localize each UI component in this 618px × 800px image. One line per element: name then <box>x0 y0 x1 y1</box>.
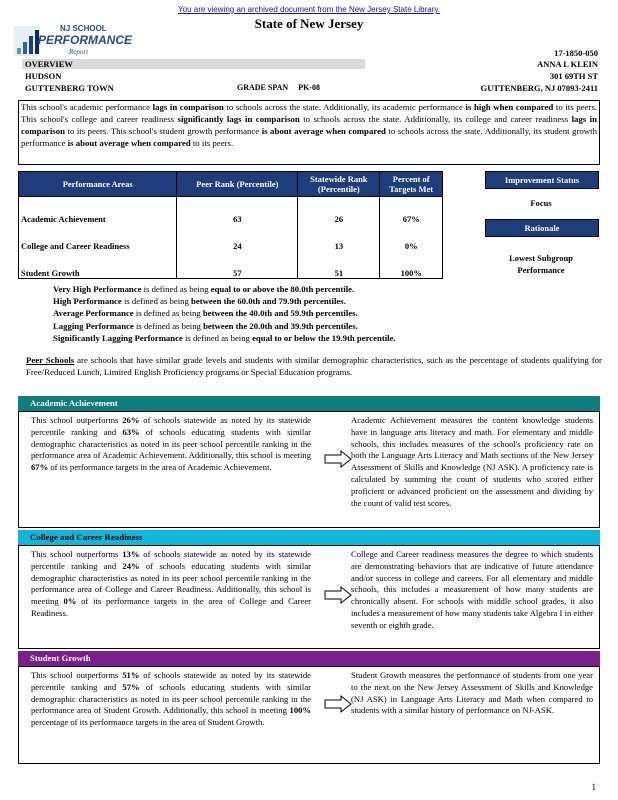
grade-span-value: PK-08 <box>298 83 320 92</box>
address-line-2: GUTTENBERG, NJ 07093-2411 <box>480 83 598 93</box>
section-text: percentage of its performance targets in the area of Student Growth. <box>31 717 265 728</box>
section-text: of schools educating students with similar demographic characteristics as noted in its peer school percentile ranking in the performance area of Academic Achievement. Additionally, this school is meeting <box>31 426 311 461</box>
summary-text: to schools across the state. Additionally, its student growth performance <box>21 126 597 148</box>
definition-term: Very High Performance <box>53 284 142 294</box>
section-text: of its performance targets in the area of College and Career Readiness. <box>31 596 311 618</box>
section-text: This school outperforms <box>31 670 123 680</box>
definition-range: equal to or above the 80.0th percentile. <box>210 284 355 294</box>
section-value: 24% <box>122 560 140 571</box>
section-value: 67% <box>31 462 49 473</box>
section-college-career-readiness <box>18 545 600 649</box>
section-value: 57% <box>122 681 140 692</box>
performance-table <box>18 171 443 279</box>
definition-item <box>53 332 396 344</box>
section-text: of schools statewide as noted by its statewide percentile ranking and <box>31 670 311 692</box>
archive-notice-link[interactable]: You are viewing an archived document from the New Jersey State Library. <box>178 5 440 14</box>
right-arrow-icon <box>324 586 352 604</box>
peer-schools-text: are schools that have similar grade levels and students with similar demographic characteristics, such as the percentage of students qualifying for Free/Reduced Lunch, Limited English Proficiency programs or Special Education programs. <box>26 355 602 378</box>
section-value: 51% <box>122 670 140 680</box>
definition-range: equal to or below the 19.9th percentile. <box>252 332 396 343</box>
definition-item <box>53 295 396 307</box>
summary-text: to schools across the state. Additionally, its college and career readiness <box>299 114 572 124</box>
peer-schools-definition <box>26 354 602 379</box>
section-academic-achievement <box>18 411 600 528</box>
definition-term: Lagging Performance <box>53 320 134 331</box>
right-arrow-icon <box>324 695 352 713</box>
definition-range: between the 40.0th and 59.9th percentiles. <box>202 308 358 319</box>
table-header-row <box>19 172 443 197</box>
table-cell: Student Growth <box>19 251 177 279</box>
table-row <box>19 197 443 225</box>
table-cell: 57 <box>177 251 298 279</box>
section-student-growth <box>18 666 600 764</box>
summary-highlight: is about average when compared <box>261 126 386 136</box>
table-cell: 26 <box>298 197 380 225</box>
svg-text:NJ SCHOOL: NJ SCHOOL <box>60 24 107 33</box>
definition-text: is defined as being <box>133 320 204 331</box>
performance-definitions <box>53 283 396 344</box>
definition-term: High Performance <box>53 296 122 307</box>
section-value: 26% <box>122 415 140 425</box>
col-header: Statewide Rank (Percentile) <box>298 172 380 197</box>
section-text: of schools educating students with similar demographic characteristics as noted in its peer school percentile ranking in the performance area of College and Career Readiness. Additionally, this school is meeting <box>31 560 311 607</box>
section-header-student-growth: Student Growth <box>18 651 600 666</box>
summary-highlight: significantly lags in comparison <box>177 114 300 124</box>
improvement-status-label: Improvement Status <box>485 171 599 189</box>
table-row <box>19 224 443 251</box>
definition-range: between the 60.0th and 79.9th percentiles. <box>191 296 346 307</box>
definition-range: between the 20.0th and 39.9th percentiles. <box>203 320 358 331</box>
section-text: of schools statewide as noted by its statewide percentile ranking and <box>31 415 311 437</box>
definition-item <box>53 283 396 295</box>
section-value: 100% <box>289 705 311 716</box>
definition-text: is defined as being <box>133 308 203 319</box>
table-cell: 13 <box>298 224 380 251</box>
section-text: This school outperforms <box>31 415 123 425</box>
table-cell: 0% <box>380 224 443 251</box>
summary-text: to its peers. <box>190 138 234 148</box>
table-cell: 100% <box>380 251 443 279</box>
page-number: 1 <box>591 782 596 792</box>
section-value: 13% <box>122 549 140 559</box>
definition-item <box>53 307 396 319</box>
section-header-academic-achievement: Academic Achievement <box>18 396 600 411</box>
section-left-text <box>31 549 311 620</box>
section-header-college-career-readiness: College and Career Readiness <box>18 530 600 545</box>
district-name: GUTTENBERG TOWN <box>25 83 114 93</box>
section-value: 0% <box>63 596 77 607</box>
peer-schools-term: Peer Schools <box>26 355 75 365</box>
page-title: State of New Jersey <box>254 16 364 31</box>
definition-term: Average Performance <box>53 308 134 319</box>
section-text: of schools statewide as noted by its statewide percentile ranking and <box>31 549 311 571</box>
table-cell: 67% <box>380 197 443 225</box>
school-id: 17-1850-050 <box>554 48 598 58</box>
summary-highlight: lags in comparison <box>152 102 224 112</box>
col-header: Percent of Targets Met <box>380 172 443 197</box>
grade-span-label: GRADE SPAN <box>237 83 289 92</box>
summary-text: This school's academic performance <box>21 102 153 112</box>
table-row <box>19 251 443 279</box>
section-text: of schools educating students with similar demographic characteristics as noted in its peer school percentile ranking in the performance area of Student Growth. Additionally, this school is meeting <box>31 681 311 716</box>
definition-term: Significantly Lagging Performance <box>53 332 183 343</box>
address-line-1: 301 69TH ST <box>549 71 598 81</box>
principal-name: ANNA L KLEIN <box>537 59 598 69</box>
summary-text: to its peers. This school's college and career readiness <box>21 102 597 124</box>
definition-text: is defined as being <box>182 332 253 343</box>
section-right-text: Academic Achievement measures the content knowledge students have in language arts literacy and math. For elementary and middle schools, this includes measures of the school's proficiency rate on both the Language Arts Literacy and Math sections of the New Jersey Assessment of Skills and Knowledge (NJ ASK). A proficiency rate is calculated by summing the count of students who scored either proficient or advanced proficient on the assessment and dividing by the count of valid test scores. <box>351 415 593 508</box>
section-text: This school outperforms <box>31 549 123 559</box>
section-value: 63% <box>122 426 140 437</box>
definition-text: is defined as being <box>141 284 211 294</box>
table-cell: 63 <box>177 197 298 225</box>
summary-text: to its peers. This school's student growth performance <box>65 126 262 136</box>
summary-text: to schools across the state. Additionally, its academic performance <box>223 102 466 112</box>
table-cell: 24 <box>177 224 298 251</box>
overview-label: OVERVIEW <box>22 59 365 69</box>
improvement-status-value: Focus <box>530 198 552 208</box>
section-right-text: College and Career readiness measures the degree to which students are demonstrating behaviors that are indicative of future attendance and/or success in college and careers. For all elementary and middle schools, this includes a measurement of how many students are chronically absent. For schools with middle school grades, it also includes a measurement of how many students take Algebra I in either seventh or eighth grade. <box>351 549 593 630</box>
rationale-value: Lowest Subgroup Performance <box>509 253 573 275</box>
section-right-text: Student Growth measures the performance of students from one year to the next on the New Jersey Assessment of Skills and Knowledge (NJ ASK) in Language Arts Literacy and Math when compared to students with a similar history of performance on NJ-ASK. <box>351 670 593 716</box>
definition-item <box>53 320 396 332</box>
col-header: Performance Areas <box>19 172 177 197</box>
table-cell: Academic Achievement <box>19 197 177 225</box>
summary-highlight: is high when compared <box>465 102 554 112</box>
section-text: of its performance targets in the area of Academic Achievement. <box>48 462 272 473</box>
svg-text:Report: Report <box>69 48 89 56</box>
table-cell: 51 <box>298 251 380 279</box>
grade-span <box>237 83 320 92</box>
section-left-text <box>31 415 311 474</box>
definition-text: is defined as being <box>121 296 192 307</box>
performance-summary <box>18 100 600 165</box>
rationale-label: Rationale <box>485 219 599 237</box>
col-header: Peer Rank (Percentile) <box>177 172 298 197</box>
summary-highlight: lags in comparison <box>21 114 598 136</box>
svg-text:PERFORMANCE: PERFORMANCE <box>38 33 133 47</box>
section-left-text <box>31 670 311 729</box>
right-arrow-icon <box>324 450 352 468</box>
county-name: HUDSON <box>25 71 62 81</box>
table-cell: College and Career Readiness <box>19 224 177 251</box>
summary-highlight: is about average when compared <box>67 138 191 148</box>
